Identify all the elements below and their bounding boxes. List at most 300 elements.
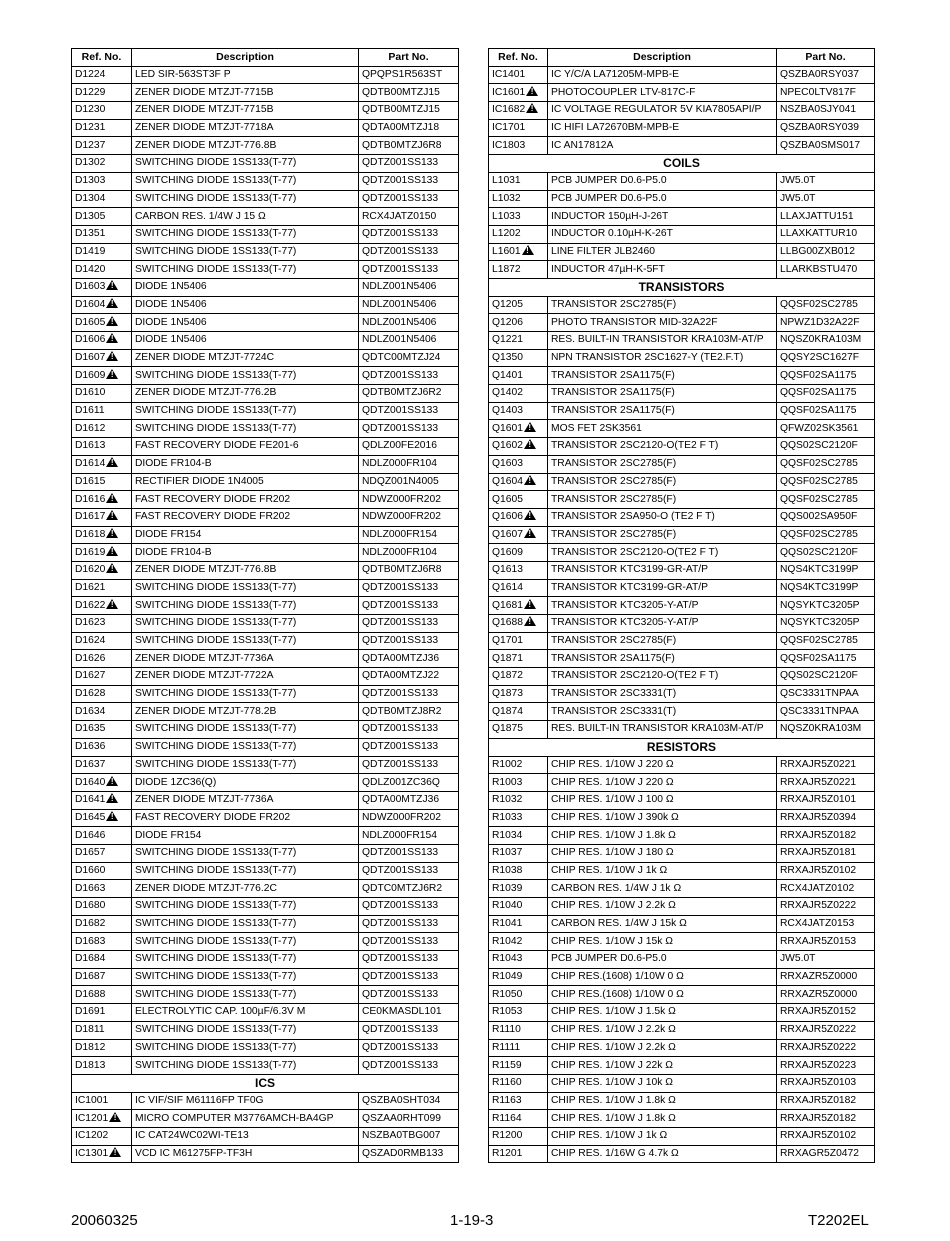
part-no-cell: QDTZ001SS133 xyxy=(359,685,459,703)
description-cell: SWITCHING DIODE 1SS133(T-77) xyxy=(132,1057,359,1075)
description-cell: CHIP RES. 1/10W J 22k Ω xyxy=(548,1057,777,1075)
description-cell: SWITCHING DIODE 1SS133(T-77) xyxy=(132,951,359,969)
ref-no-cell xyxy=(489,1074,548,1092)
part-no-cell: QQSF02SC2785 xyxy=(777,491,875,509)
part-no-cell: QSZBA0SMS017 xyxy=(777,137,875,155)
ref-no-cell xyxy=(489,243,548,261)
table-row xyxy=(72,791,459,809)
description-cell: SWITCHING DIODE 1SS133(T-77) xyxy=(132,986,359,1004)
description-cell: TRANSISTOR 2SC2785(F) xyxy=(548,491,777,509)
safety-warning-icon xyxy=(106,369,118,379)
table-row xyxy=(72,243,459,261)
ref-no-cell xyxy=(489,933,548,951)
ref-no-cell xyxy=(72,1021,132,1039)
part-no-cell: QDTZ001SS133 xyxy=(359,844,459,862)
table-row xyxy=(489,172,875,190)
table-row xyxy=(489,385,875,403)
description-cell: INDUCTOR 0.10µH-K-26T xyxy=(548,225,777,243)
ref-no: D1683 xyxy=(75,935,106,947)
section-header-row xyxy=(489,155,875,173)
table-row xyxy=(72,1145,459,1163)
ref-no-cell xyxy=(72,491,132,509)
ref-no: Q1614 xyxy=(492,581,523,593)
part-no-cell: NDLZ000FR154 xyxy=(359,827,459,845)
table-row xyxy=(72,1057,459,1075)
part-no-cell: QDTZ001SS133 xyxy=(359,402,459,420)
ref-no: Q1607 xyxy=(492,528,523,540)
ref-no-cell xyxy=(489,1145,548,1163)
part-no-cell: QDLZ00FE2016 xyxy=(359,438,459,456)
ref-no: D1626 xyxy=(75,652,106,664)
safety-warning-icon xyxy=(524,422,536,432)
description-cell: TRANSISTOR 2SC2785(F) xyxy=(548,473,777,491)
ref-no-cell xyxy=(72,84,132,102)
part-no-cell: QDTC00MTZJ24 xyxy=(359,349,459,367)
ref-no-cell xyxy=(72,703,132,721)
ref-no-cell xyxy=(72,862,132,880)
ref-no-cell xyxy=(489,685,548,703)
description-header: Description xyxy=(132,49,359,67)
ref-no-cell xyxy=(72,385,132,403)
description-cell: FAST RECOVERY DIODE FR202 xyxy=(132,508,359,526)
ref-no-cell xyxy=(489,756,548,774)
table-row xyxy=(489,508,875,526)
ref-no-cell xyxy=(489,349,548,367)
table-row xyxy=(72,898,459,916)
ref-no-cell xyxy=(489,261,548,279)
table-row xyxy=(72,349,459,367)
ref-no: D1646 xyxy=(75,829,106,841)
description-cell: ZENER DIODE MTZJT-7718A xyxy=(132,119,359,137)
description-cell: CHIP RES. 1/10W J 100 Ω xyxy=(548,791,777,809)
description-cell: CHIP RES.(1608) 1/10W 0 Ω xyxy=(548,968,777,986)
ref-no: D1607 xyxy=(75,352,106,364)
ref-no: D1237 xyxy=(75,139,106,151)
ref-no-cell xyxy=(489,915,548,933)
parts-table-right-body xyxy=(489,66,875,1163)
ref-no: D1628 xyxy=(75,688,106,700)
table-row xyxy=(489,650,875,668)
part-no-cell: JW5.0T xyxy=(777,951,875,969)
ref-no: D1637 xyxy=(75,758,106,770)
table-row xyxy=(489,473,875,491)
ref-no-cell xyxy=(489,632,548,650)
part-no-cell: QSZAD0RMB133 xyxy=(359,1145,459,1163)
table-row xyxy=(489,597,875,615)
table-row xyxy=(72,1039,459,1057)
ref-no-cell xyxy=(489,296,548,314)
table-row xyxy=(72,438,459,456)
ref-no: D1811 xyxy=(75,1024,105,1036)
ref-no-cell xyxy=(489,1021,548,1039)
table-row xyxy=(72,367,459,385)
table-row xyxy=(72,1092,459,1110)
description-cell: SWITCHING DIODE 1SS133(T-77) xyxy=(132,597,359,615)
ref-no: D1623 xyxy=(75,617,106,629)
ref-no-cell xyxy=(489,1039,548,1057)
part-no-cell: RRXAJR5Z0101 xyxy=(777,791,875,809)
table-row xyxy=(489,367,875,385)
table-row xyxy=(72,933,459,951)
ref-no: D1618 xyxy=(75,528,106,540)
part-no-cell: QDTB0MTZJ6R8 xyxy=(359,137,459,155)
part-no-cell: RRXAJR5Z0103 xyxy=(777,1074,875,1092)
ref-no: Q1605 xyxy=(492,493,523,505)
ref-no: D1304 xyxy=(75,192,106,204)
safety-warning-icon xyxy=(106,457,118,467)
description-cell: CHIP RES. 1/10W J 1k Ω xyxy=(548,862,777,880)
description-cell: CARBON RES. 1/4W J 15k Ω xyxy=(548,915,777,933)
safety-warning-icon xyxy=(524,475,536,485)
ref-no: Q1681 xyxy=(492,599,523,611)
ref-no-cell xyxy=(72,898,132,916)
ref-no-cell xyxy=(489,438,548,456)
description-cell: FAST RECOVERY DIODE FE201-6 xyxy=(132,438,359,456)
ref-no-cell xyxy=(72,738,132,756)
safety-warning-icon xyxy=(106,793,118,803)
ref-no-cell xyxy=(72,933,132,951)
description-cell: CHIP RES. 1/10W J 180 Ω xyxy=(548,844,777,862)
ref-no: D1305 xyxy=(75,210,106,222)
table-row xyxy=(489,1145,875,1163)
ref-no-cell xyxy=(72,367,132,385)
part-no-cell: NQSYKTC3205P xyxy=(777,597,875,615)
description-cell: CHIP RES. 1/10W J 220 Ω xyxy=(548,756,777,774)
ref-no: Q1401 xyxy=(492,369,523,381)
ref-no: D1640 xyxy=(75,776,106,788)
ref-no-cell xyxy=(489,66,548,84)
ref-no: D1684 xyxy=(75,953,106,965)
footer-date: 20060325 xyxy=(71,1212,138,1229)
table-row xyxy=(72,844,459,862)
part-no-cell: RRXAJR5Z0182 xyxy=(777,827,875,845)
part-no-cell: QDTZ001SS133 xyxy=(359,898,459,916)
description-cell: TRANSISTOR KTC3205-Y-AT/P xyxy=(548,615,777,633)
safety-warning-icon xyxy=(106,811,118,821)
part-no-cell: QDTB0MTZJ6R8 xyxy=(359,561,459,579)
description-cell: TRANSISTOR 2SA1175(F) xyxy=(548,385,777,403)
table-row xyxy=(489,119,875,137)
description-cell: FAST RECOVERY DIODE FR202 xyxy=(132,809,359,827)
ref-no-cell xyxy=(489,420,548,438)
ref-no-cell xyxy=(72,668,132,686)
description-cell: FAST RECOVERY DIODE FR202 xyxy=(132,491,359,509)
ref-no-cell xyxy=(489,137,548,155)
part-no-cell: QDTZ001SS133 xyxy=(359,756,459,774)
part-no-cell: NQSZ0KRA103M xyxy=(777,721,875,739)
part-no-cell: RCX4JATZ0150 xyxy=(359,208,459,226)
ref-no: Q1403 xyxy=(492,405,523,417)
ref-no: D1615 xyxy=(75,475,106,487)
ref-no: L1601 xyxy=(492,245,521,257)
table-row xyxy=(72,703,459,721)
description-cell: TRANSISTOR 2SC2785(F) xyxy=(548,632,777,650)
ref-no: Q1606 xyxy=(492,511,523,523)
table-row xyxy=(72,1110,459,1128)
ref-no-cell xyxy=(72,844,132,862)
ref-no: D1351 xyxy=(75,228,106,240)
table-row xyxy=(489,898,875,916)
description-cell: SWITCHING DIODE 1SS133(T-77) xyxy=(132,420,359,438)
description-cell: CHIP RES. 1/10W J 1.5k Ω xyxy=(548,1004,777,1022)
ref-no: D1604 xyxy=(75,298,106,310)
description-cell: PHOTO TRANSISTOR MID-32A22F xyxy=(548,314,777,332)
description-cell: SWITCHING DIODE 1SS133(T-77) xyxy=(132,862,359,880)
ref-no: D1231 xyxy=(75,122,106,134)
description-cell: IC Y/C/A LA71205M-MPB-E xyxy=(548,66,777,84)
table-row xyxy=(489,703,875,721)
ref-no-cell xyxy=(489,774,548,792)
table-row xyxy=(489,844,875,862)
part-no-cell: QSZBA0RSY037 xyxy=(777,66,875,84)
table-row xyxy=(72,473,459,491)
part-no-cell: RRXAJR5Z0152 xyxy=(777,1004,875,1022)
table-row xyxy=(489,544,875,562)
description-cell: TRANSISTOR 2SA1175(F) xyxy=(548,367,777,385)
description-cell: NPN TRANSISTOR 2SC1627-Y (TE2.F.T) xyxy=(548,349,777,367)
ref-no-cell xyxy=(72,615,132,633)
table-row xyxy=(72,721,459,739)
ref-no-cell xyxy=(489,332,548,350)
ref-no-cell xyxy=(489,102,548,120)
table-row xyxy=(489,968,875,986)
part-no-cell: QSC3331TNPAA xyxy=(777,685,875,703)
part-no-cell: NPEC0LTV817F xyxy=(777,84,875,102)
ref-no: D1302 xyxy=(75,157,106,169)
description-cell: PCB JUMPER D0.6-P5.0 xyxy=(548,951,777,969)
table-row xyxy=(489,332,875,350)
ref-no-cell xyxy=(489,314,548,332)
table-row xyxy=(489,915,875,933)
table-row xyxy=(489,420,875,438)
part-no-cell: RRXAJR5Z0102 xyxy=(777,1127,875,1145)
part-no-cell: NDLZ000FR154 xyxy=(359,526,459,544)
safety-warning-icon xyxy=(106,563,118,573)
ref-no-cell xyxy=(72,296,132,314)
ref-no-cell xyxy=(72,172,132,190)
safety-warning-icon xyxy=(106,280,118,290)
ref-no: D1680 xyxy=(75,900,106,912)
table-row xyxy=(72,385,459,403)
ref-no-cell xyxy=(489,880,548,898)
part-no-cell: QDTZ001SS133 xyxy=(359,1021,459,1039)
part-no-cell: QQSF02SC2785 xyxy=(777,473,875,491)
table-row xyxy=(72,66,459,84)
table-row xyxy=(72,508,459,526)
ref-no: D1419 xyxy=(75,245,106,257)
ref-no-cell xyxy=(72,756,132,774)
part-no-cell: QDTA00MTZJ36 xyxy=(359,650,459,668)
section-title: COILS xyxy=(489,155,875,173)
part-no-cell: QDTZ001SS133 xyxy=(359,915,459,933)
ref-no: Q1350 xyxy=(492,352,523,364)
description-cell: RECTIFIER DIODE 1N4005 xyxy=(132,473,359,491)
ref-no: D1813 xyxy=(75,1059,106,1071)
table-row xyxy=(489,791,875,809)
part-no-cell: JW5.0T xyxy=(777,172,875,190)
footer-model-number: T2202EL xyxy=(808,1212,869,1229)
part-no-cell: NDLZ001N5406 xyxy=(359,314,459,332)
ref-no-cell xyxy=(72,119,132,137)
part-no-cell: QDTZ001SS133 xyxy=(359,190,459,208)
table-row xyxy=(72,615,459,633)
description-cell: SWITCHING DIODE 1SS133(T-77) xyxy=(132,243,359,261)
part-no-cell: QDTA00MTZJ18 xyxy=(359,119,459,137)
part-no-cell: QQSF02SC2785 xyxy=(777,455,875,473)
ref-no: IC1301 xyxy=(75,1147,109,1159)
description-header: Description xyxy=(548,49,777,67)
description-cell: DIODE 1ZC36(Q) xyxy=(132,774,359,792)
table-row xyxy=(72,84,459,102)
description-cell: CHIP RES. 1/10W J 1.8k Ω xyxy=(548,827,777,845)
table-row xyxy=(489,243,875,261)
table-row xyxy=(489,809,875,827)
ref-no-cell xyxy=(72,155,132,173)
parts-table-left-body xyxy=(72,66,459,1163)
table-row xyxy=(72,809,459,827)
description-cell: CHIP RES. 1/10W J 1.8k Ω xyxy=(548,1092,777,1110)
ref-no: Q1602 xyxy=(492,440,523,452)
ref-no: D1224 xyxy=(75,69,106,81)
part-no-cell: NDWZ000FR202 xyxy=(359,508,459,526)
table-row xyxy=(489,615,875,633)
safety-warning-icon xyxy=(106,510,118,520)
ref-no-cell xyxy=(72,685,132,703)
ref-no: L1032 xyxy=(492,192,521,204)
part-no-cell: QDTZ001SS133 xyxy=(359,721,459,739)
part-no-cell: JW5.0T xyxy=(777,190,875,208)
table-header-row xyxy=(489,49,875,67)
ref-no: D1688 xyxy=(75,988,106,1000)
description-cell: IC HIFI LA72670BM-MPB-E xyxy=(548,119,777,137)
table-row xyxy=(489,296,875,314)
part-no-cell: NSZBA0TBG007 xyxy=(359,1127,459,1145)
table-row xyxy=(489,102,875,120)
description-cell: CHIP RES. 1/10W J 1k Ω xyxy=(548,1127,777,1145)
ref-no-cell xyxy=(489,968,548,986)
part-no-cell: QDTZ001SS133 xyxy=(359,243,459,261)
ref-no: D1605 xyxy=(75,316,106,328)
ref-no-cell xyxy=(72,597,132,615)
description-cell: RES. BUILT-IN TRANSISTOR KRA103M-AT/P xyxy=(548,721,777,739)
table-row xyxy=(72,915,459,933)
part-no-cell: NDLZ001N5406 xyxy=(359,296,459,314)
part-no-cell: QDTZ001SS133 xyxy=(359,261,459,279)
part-no-cell: QDTC0MTZJ6R2 xyxy=(359,880,459,898)
ref-no: L1202 xyxy=(492,228,521,240)
ref-no-cell xyxy=(489,544,548,562)
description-cell: ZENER DIODE MTZJT-7736A xyxy=(132,791,359,809)
part-no-cell: QQSF02SC2785 xyxy=(777,632,875,650)
table-row xyxy=(72,1127,459,1145)
part-no-cell: QDLZ001ZC36Q xyxy=(359,774,459,792)
ref-no: R1033 xyxy=(492,811,523,823)
ref-no-cell xyxy=(72,968,132,986)
ref-no: D1634 xyxy=(75,705,106,717)
ref-no-cell xyxy=(72,243,132,261)
ref-no-cell xyxy=(489,1004,548,1022)
part-no-cell: QQSY2SC1627F xyxy=(777,349,875,367)
description-cell: CHIP RES. 1/10W J 10k Ω xyxy=(548,1074,777,1092)
ref-no: L1033 xyxy=(492,210,521,222)
part-no-cell: QDTZ001SS133 xyxy=(359,632,459,650)
description-cell: CHIP RES. 1/10W J 1.8k Ω xyxy=(548,1110,777,1128)
ref-no: D1682 xyxy=(75,918,106,930)
ref-no: R1032 xyxy=(492,794,523,806)
table-row xyxy=(489,208,875,226)
part-no-cell: RRXAJR5Z0222 xyxy=(777,1021,875,1039)
part-no-cell: RRXAJR5Z0223 xyxy=(777,1057,875,1075)
ref-no-cell xyxy=(489,1110,548,1128)
table-row xyxy=(489,349,875,367)
part-no-cell: RRXAJR5Z0394 xyxy=(777,809,875,827)
description-cell: DIODE 1N5406 xyxy=(132,332,359,350)
parts-table-left xyxy=(71,48,459,1163)
ref-no: D1303 xyxy=(75,175,106,187)
ref-no: Q1875 xyxy=(492,723,523,735)
ref-no: D1812 xyxy=(75,1041,106,1053)
part-no-cell: QDTZ001SS133 xyxy=(359,420,459,438)
ref-no-cell xyxy=(72,1039,132,1057)
footer-page-number: 1-19-3 xyxy=(450,1212,494,1229)
description-cell: SWITCHING DIODE 1SS133(T-77) xyxy=(132,367,359,385)
description-cell: CHIP RES. 1/10W J 390k Ω xyxy=(548,809,777,827)
description-cell: TRANSISTOR 2SC2785(F) xyxy=(548,526,777,544)
table-row xyxy=(72,685,459,703)
part-no-cell: QQS02SC2120F xyxy=(777,438,875,456)
table-row xyxy=(489,561,875,579)
table-row xyxy=(489,526,875,544)
part-no-cell: QDTZ001SS133 xyxy=(359,1057,459,1075)
ref-no-cell xyxy=(489,473,548,491)
safety-warning-icon xyxy=(106,546,118,556)
table-row xyxy=(72,526,459,544)
ref-no-cell xyxy=(72,544,132,562)
ref-no: D1613 xyxy=(75,440,106,452)
ref-no-cell xyxy=(489,597,548,615)
ref-no: R1034 xyxy=(492,829,523,841)
ref-no: R1003 xyxy=(492,776,523,788)
description-cell: INDUCTOR 47µH-K-5FT xyxy=(548,261,777,279)
ref-no-cell xyxy=(72,986,132,1004)
description-cell: DIODE FR154 xyxy=(132,526,359,544)
part-no-cell: QQS02SC2120F xyxy=(777,544,875,562)
table-row xyxy=(72,190,459,208)
ref-no-cell xyxy=(489,986,548,1004)
safety-warning-icon xyxy=(526,103,538,113)
description-cell: SWITCHING DIODE 1SS133(T-77) xyxy=(132,756,359,774)
table-row xyxy=(489,1110,875,1128)
table-row xyxy=(72,650,459,668)
table-row xyxy=(72,491,459,509)
part-no-cell: NDWZ000FR202 xyxy=(359,491,459,509)
table-row xyxy=(72,225,459,243)
table-row xyxy=(489,190,875,208)
table-row xyxy=(489,1021,875,1039)
ref-no-cell xyxy=(72,1092,132,1110)
ref-no: Q1206 xyxy=(492,316,523,328)
description-cell: DIODE FR104-B xyxy=(132,544,359,562)
ref-no: Q1701 xyxy=(492,635,523,647)
table-row xyxy=(72,632,459,650)
part-no-cell: QDTZ001SS133 xyxy=(359,1039,459,1057)
table-row xyxy=(72,738,459,756)
ref-no-cell xyxy=(489,862,548,880)
table-row xyxy=(489,632,875,650)
ref-no: D1610 xyxy=(75,387,106,399)
part-no-cell: RRXAJR5Z0222 xyxy=(777,898,875,916)
ref-no-cell xyxy=(72,314,132,332)
